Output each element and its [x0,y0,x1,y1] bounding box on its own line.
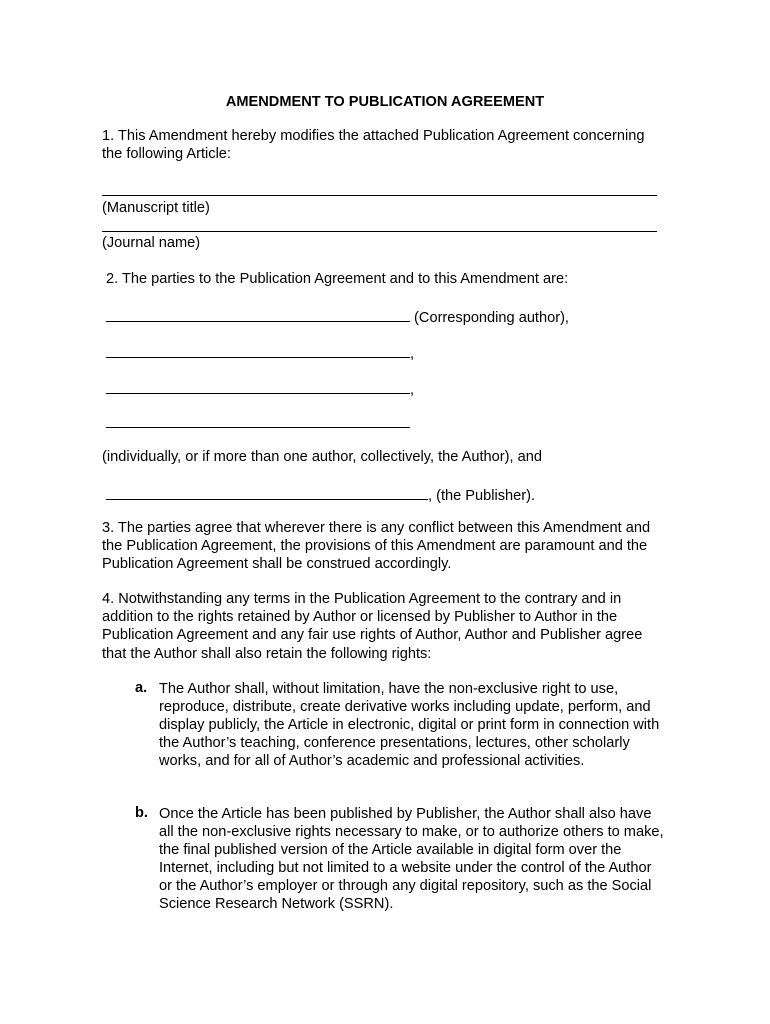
manuscript-title-label: (Manuscript title) [102,200,210,216]
publisher-blank[interactable] [106,484,428,500]
paragraph-2: 2. The parties to the Publication Agreement and to this Amendment are: [106,271,569,287]
author-suffix-2: , [410,346,415,362]
journal-name-label: (Journal name) [102,235,201,251]
paragraph-4: 4. Notwithstanding any terms in the Publication Agreement to the contrary and in addition to the rights retained by Author or licensed by Publisher to Author in the Publication Agreement and any fair use rights of Author, Author and Publisher agree that the Author shall also retain the following rights: [102,591,643,662]
journal-name-line[interactable] [102,231,657,232]
document-title: AMENDMENT TO PUBLICATION AGREEMENT [225,94,545,110]
author-row-2 [106,342,414,363]
author-blank-4[interactable] [106,412,410,428]
author-blank-3[interactable] [106,378,410,394]
list-text-b: Once the Article has been published by Publisher, the Author shall also have all the non-exclusive rights necessary to make, or to authorize others to make, the final published version of the Article available in digital form over the Internet, including but not limited to a website under the control of the Author or the Author’s employer or through any digital repository, such as the Social Science Research Network (SSRN). [159,806,664,913]
list-marker-a: a. [135,680,148,696]
author-suffix-3: , [410,382,415,398]
corresponding-author-label: (Corresponding author), [410,310,569,326]
publisher-label: , (the Publisher). [428,488,536,504]
author-blank-2[interactable] [106,342,410,358]
list-text-a: The Author shall, without limitation, have the non-exclusive right to use, reproduce, distribute, create derivative works including update, perform, and display publicly, the Article in electronic, digital or print form in connection with the Author’s teaching, conference presentations, lectures, other scholarly works, and for all of Author’s academic and professional activities. [159,681,660,770]
corresponding-author-row [106,306,569,327]
publisher-row [106,484,535,505]
list-marker-b: b. [135,805,148,821]
manuscript-title-line[interactable] [102,195,657,196]
author-row-3 [106,378,414,399]
individually-text: (individually, or if more than one author, collectively, the Author), and [102,449,542,465]
author-row-4 [106,412,410,433]
paragraph-3: 3. The parties agree that wherever there is any conflict between this Amendment and the Publication Agreement, the provisions of this Amendment are paramount and the Publication Agreement shall be construed accordingly. [102,520,651,573]
paragraph-1: 1. This Amendment hereby modifies the attached Publication Agreement concerning the following Article: [102,128,645,163]
corresponding-author-blank[interactable] [106,306,410,322]
